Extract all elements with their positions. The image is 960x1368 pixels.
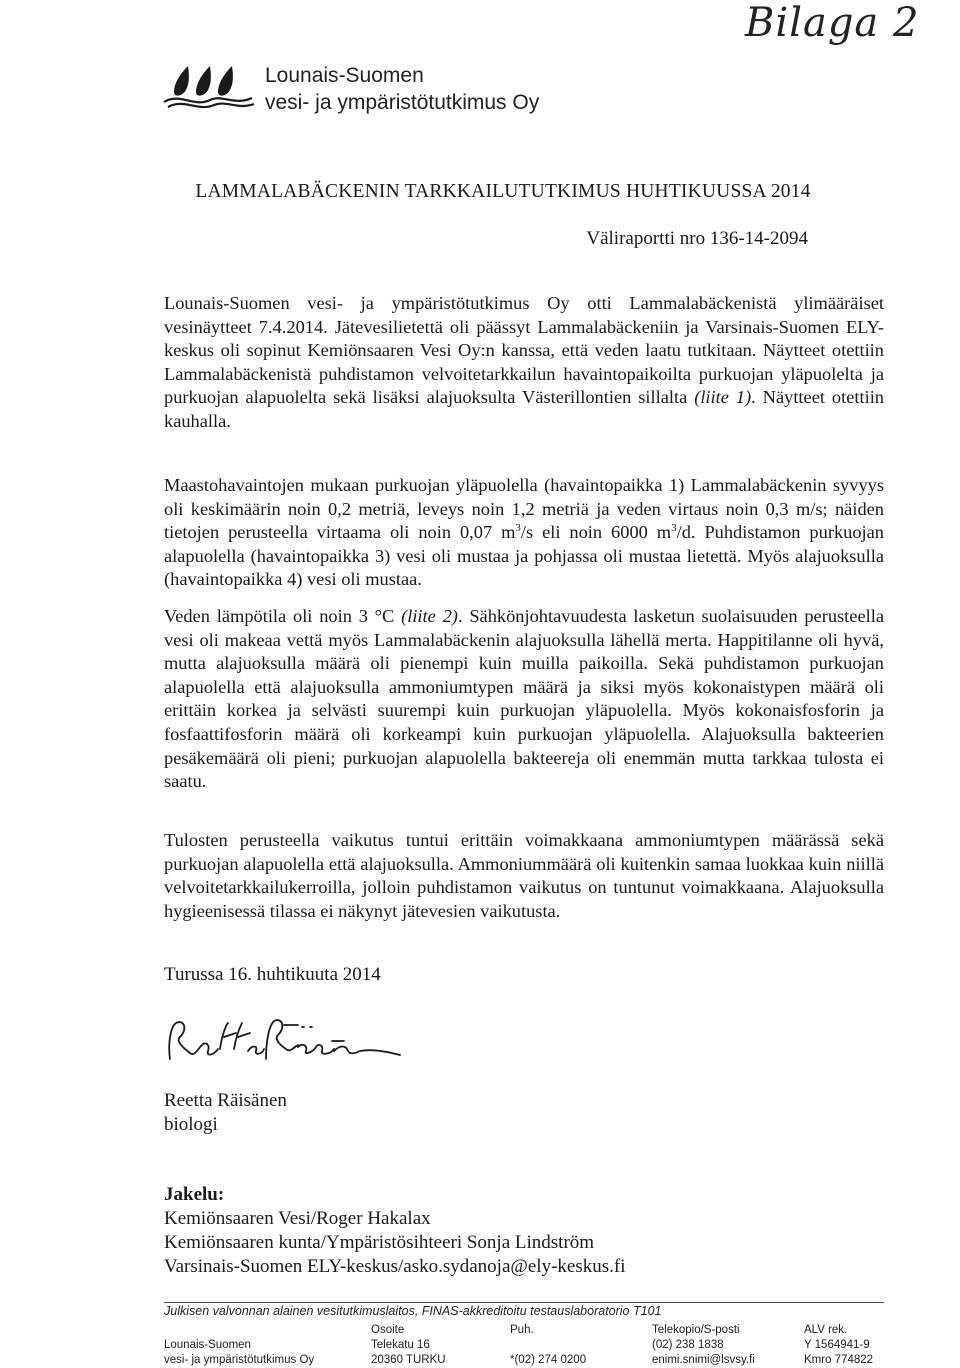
footer-address-line: Osoite xyxy=(371,1324,405,1336)
distribution-heading: Jakelu: xyxy=(164,1184,225,1205)
signer-name: Reetta Räisänen xyxy=(164,1090,287,1111)
paragraph-water-quality xyxy=(164,605,884,794)
footer-phone xyxy=(510,1323,586,1368)
footer-company xyxy=(164,1323,314,1368)
footer-fax-email-line: (02) 238 1838 xyxy=(652,1339,724,1351)
org-line-2: vesi- ja ympäristötutkimus Oy xyxy=(265,91,540,114)
water-drops-logo-icon xyxy=(160,62,256,110)
footer-address-line: 20360 TURKU xyxy=(371,1354,446,1366)
footer-company-line: vesi- ja ympäristötutkimus Oy xyxy=(164,1354,315,1366)
p1-text: Lounais-Suomen vesi- ja ympäristötutkimus Oy otti Lammalabäckenistä ylimääräiset vesinäytteet 7.4.2014. Jätevesilietettä oli päässyt Lammalabäckeniin ja Varsinais-Suomen ELY-keskus oli sopinut Kemiönsaaren Vesi Oy:n kanssa, että veden laatu tutkitaan. Näytteet otettiin Lammalabäckenistä puhdistamon velvoitetarkkailun havaintopaikoilta purkuojan yläpuolelta ja purkuojan alapuolelta sekä lisäksi alajuoksulta Västerillontien sillalta xyxy=(164,293,884,408)
footer-phone-line: *(02) 274 0200 xyxy=(510,1354,587,1366)
footer-fax-email xyxy=(652,1323,755,1368)
p2-sup-2: 3 xyxy=(671,522,677,535)
footer-fax-email-line: Telekopio/S-posti xyxy=(652,1324,740,1336)
p1-text-end: . Näytteet otettiin kauhalla. xyxy=(164,387,884,431)
footer-phone-line: Puh. xyxy=(510,1324,534,1336)
distribution-item: Kemiönsaaren kunta/Ympäristösihteeri Sonja Lindström xyxy=(164,1232,595,1253)
organization-name xyxy=(265,62,539,116)
report-title: LAMMALABÄCKENIN TARKKAILUTUTKIMUS HUHTIKUUSSA 2014 xyxy=(195,181,811,202)
org-line-1: Lounais-Suomen xyxy=(265,64,424,87)
footer-divider xyxy=(164,1302,884,1303)
annex-handwritten-label: Bilaga 2 xyxy=(745,0,920,46)
p2-text: Maastohavaintojen mukaan purkuojan yläpuolella (havaintopaikka 1) Lammalabäckenin syvyys oli keskimäärin noin 0,2 metriä, leveys noin 1,2 metriä ja veden virtaus noin 0,3 m/s; näiden tietojen perusteella virtaama oli noin 0,07 m xyxy=(164,475,884,543)
signer-role: biologi xyxy=(164,1114,218,1135)
footer-phone-line xyxy=(510,1338,586,1353)
distribution-item: Varsinais-Suomen ELY-keskus/asko.sydanoja@ely-keskus.fi xyxy=(164,1256,626,1277)
handwritten-signature xyxy=(164,1015,404,1063)
footer-accreditation-note: Julkisen valvonnan alainen vesitutkimuslaitos, FINAS-akkreditoitu testauslaboratorio T101 xyxy=(164,1304,662,1318)
place-date: Turussa 16. huhtikuuta 2014 xyxy=(164,964,381,985)
footer-fax-email-line: enimi.snimi@lsvsy.fi xyxy=(652,1354,755,1366)
paragraph-field-observations xyxy=(164,474,884,592)
p2-text-end: /d. Puhdistamon purkuojan alapuolella (havaintopaikka 3) vesi oli mustaa ja pohjassa oli mustaa lietettä. Myös alajuoksulla (havaintopaikka 4) vesi oli mustaa. xyxy=(164,522,884,590)
p2-text-mid: /s eli noin 6000 m xyxy=(520,522,672,543)
paragraph-conclusion: Tulosten perusteella vaikutus tuntui erittäin voimakkaana ammoniumtypen määrässä sekä purkuojan alapuolella että alajuoksulla. Ammoniummäärä oli kuitenkin samaa luokkaa kuin niillä velvoitetarkkailukerroilla, jolloin puhdistamon vaikutus on tuntunut voimakkaana. Alajuoksulla hygieenisessä tilassa ei näkynyt jätevesien vaikutusta. xyxy=(164,830,884,921)
paragraph-sampling xyxy=(164,292,884,434)
distribution-item: Kemiönsaaren Vesi/Roger Hakalax xyxy=(164,1208,431,1229)
footer-vat-line: ALV rek. xyxy=(804,1324,848,1336)
p3-text-end: . Sähkönjohtavuudesta lasketun suolaisuuden perusteella vesi oli makeaa vettä myös Lammalabäckenin alajuoksulla lähellä merta. Happitilanne oli hyvä, mutta alajuoksulla määrä oli pienempi kuin muilla paikoilla. Sekä puhdistamon purkuojan alapuolella että alajuoksulla ammoniumtypen määrä ja siksi myös kokonaistypen määrä oli erittäin korkea ja selvästi suurempi kuin purkuojan yläpuolella. Myös kokonaisfosforin ja fosfaattifosforin määrä oli korkeampi kuin purkuojan yläpuolella. Alajuoksulla bakteerien pesäkemäärä oli pieni; purkuojan alapuolella bakteereja oli enemmän mutta tarkkaa tulosta ei saatu. xyxy=(164,606,884,792)
footer-company-line xyxy=(164,1323,314,1338)
p1-annex-ref: (liite 1) xyxy=(694,387,752,408)
footer-address-line: Telekatu 16 xyxy=(371,1339,430,1351)
footer-vat-line: Y 1564941-9 xyxy=(804,1339,870,1351)
report-subtitle: Väliraportti nro 136-14-2094 xyxy=(586,228,808,249)
p3-text: Veden lämpötila oli noin 3 °C xyxy=(164,606,402,626)
p2-sup-1: 3 xyxy=(515,522,521,535)
footer-address xyxy=(371,1323,446,1368)
p3-annex-ref: (liite 2) xyxy=(401,606,458,626)
footer-vat xyxy=(804,1323,873,1368)
footer-vat-line: Kmro 774822 xyxy=(804,1354,874,1366)
footer-company-line: Lounais-Suomen xyxy=(164,1339,251,1351)
